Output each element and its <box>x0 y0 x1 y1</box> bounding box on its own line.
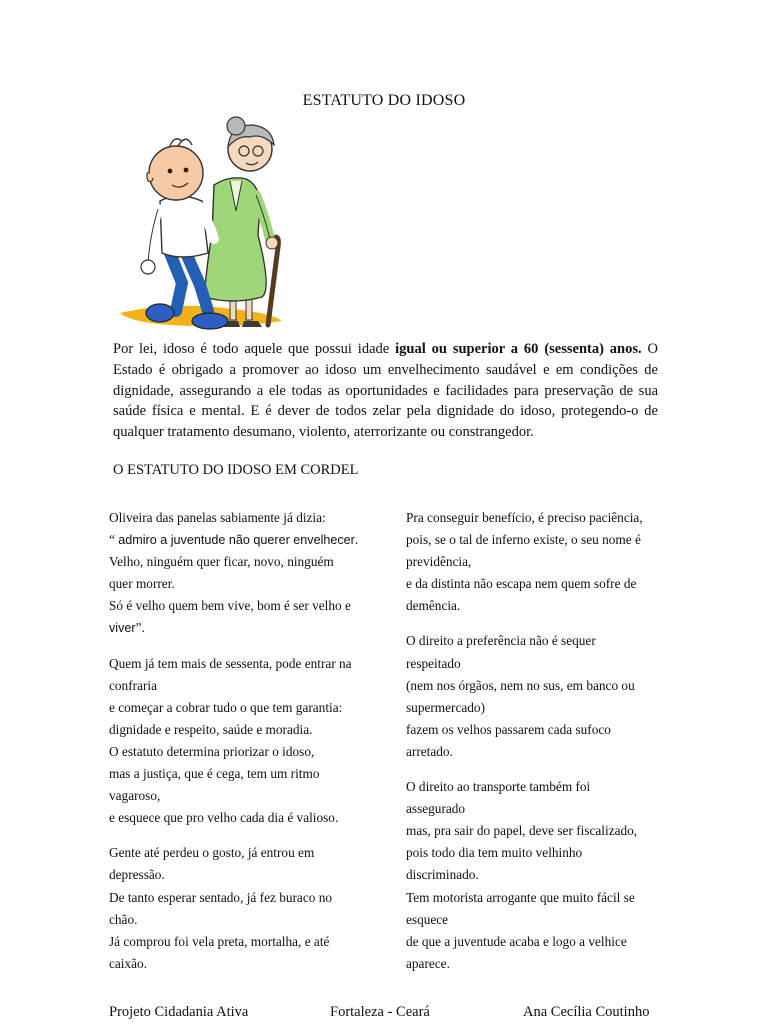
verse-line: Quem já tem mais de sessenta, pode entrar na <box>109 655 352 671</box>
verse-line: demência. <box>406 598 461 614</box>
verse-line: arretado. <box>406 743 453 759</box>
verse-line: O estatuto determina priorizar o idoso, <box>109 743 315 759</box>
quoted-verse: viver <box>109 621 136 636</box>
verse-line: De tanto esperar sentado, já fez buraco no <box>109 889 332 905</box>
verse-line: Só é velho quem bem vive, bom é ser velho e <box>109 598 351 614</box>
verse-punctuation: . <box>354 532 359 548</box>
verse-line: de que a juventude acaba e logo a velhice <box>406 933 627 949</box>
verse-line: Oliveira das panelas sabiamente já dizia: <box>109 510 326 525</box>
intro-age-requirement: igual ou superior a 60 (sessenta) anos. <box>395 341 642 357</box>
verse-line: Já comprou foi vela preta, mortalha, e até <box>109 933 330 949</box>
quoted-verse: admiro a juventude não querer envelhecer <box>118 533 355 548</box>
verse-line: quer morrer. <box>109 576 175 592</box>
intro-text-part1: Por lei, idoso é todo aquele que possui idade <box>113 341 396 357</box>
verse-line: caixão. <box>109 955 148 971</box>
verse-line: chão. <box>109 911 138 927</box>
open-quote: “ <box>109 532 119 548</box>
verse-line: Gente até perdeu o gosto, já entrou em <box>109 845 315 861</box>
verse-line: dignidade e respeito, saúde e moradia. <box>109 721 313 737</box>
verse-line: confraria <box>109 677 157 693</box>
verse-line: Tem motorista arrogante que muito fácil se <box>406 889 635 905</box>
stanza <box>406 630 666 763</box>
verse-line <box>109 617 379 639</box>
verse-line: assegurado <box>406 801 466 817</box>
verse-line: e esquece que pro velho cada dia é valioso. <box>109 810 339 826</box>
cordel-right-column <box>406 507 666 988</box>
cordel-left-column <box>109 507 379 988</box>
intro-text-part2: O Estado é obrigado a promover ao idoso um envelhecimento saudável e em condições de dignidade, assegurando a ele todas as oportunidades e facilidades para preservação de sua saúde física e mental. E é dever de todos zelar pela dignidade do idoso, protegendo-o de qualquer tratamento desumano, violento, aterrorizante ou constrangedor. <box>113 341 658 441</box>
verse-line: depressão. <box>109 867 165 883</box>
verse-line: previdência, <box>406 554 472 570</box>
footer-author: Ana Cecília Coutinho <box>523 1004 650 1020</box>
footer-location: Fortaleza - Ceará <box>330 1004 430 1020</box>
verse-line: aparece. <box>406 955 450 971</box>
verse-line: (nem nos órgãos, nem no sus, em banco ou <box>406 677 635 693</box>
page-footer <box>109 1004 659 1024</box>
footer-project: Projeto Cidadania Ativa <box>109 1004 249 1020</box>
verse-line: fazem os velhos passarem cada sufoco <box>406 721 611 737</box>
section-heading: O ESTATUTO DO IDOSO EM CORDEL <box>113 462 359 478</box>
verse-line: supermercado) <box>406 699 486 715</box>
verse-line: respeitado <box>406 655 461 671</box>
stanza <box>109 653 379 830</box>
stanza <box>109 507 379 640</box>
verse-line: mas, pra sair do papel, deve ser fiscalizado, <box>406 823 638 839</box>
stanza <box>109 842 379 975</box>
verse-line: O direito ao transporte também foi <box>406 779 591 795</box>
verse-line: pois todo dia tem muito velhinho <box>406 845 583 861</box>
verse-line: mas a justiça, que é cega, tem um ritmo <box>109 766 320 782</box>
verse-line: esquece <box>406 911 449 927</box>
verse-line <box>109 529 379 551</box>
verse-line: discriminado. <box>406 867 479 883</box>
boy-and-elderly-woman-illustration <box>112 115 292 337</box>
verse-line: Velho, ninguém quer ficar, novo, ninguém <box>109 554 334 570</box>
close-quote: ”. <box>135 620 145 636</box>
verse-line: pois, se o tal de inferno existe, o seu nome é <box>406 532 641 548</box>
stanza <box>406 507 666 617</box>
verse-line: O direito a preferência não é sequer <box>406 633 596 649</box>
verse-line: vagaroso, <box>109 788 161 804</box>
verse-line: e começar a cobrar tudo o que tem garantia: <box>109 699 343 715</box>
stanza <box>406 776 666 975</box>
verse-line: e da distinta não escapa nem quem sofre de <box>406 576 637 592</box>
document-title: ESTATUTO DO IDOSO <box>302 92 466 109</box>
intro-paragraph <box>113 339 658 443</box>
verse-line: Pra conseguir benefício, é preciso paciência, <box>406 510 643 525</box>
